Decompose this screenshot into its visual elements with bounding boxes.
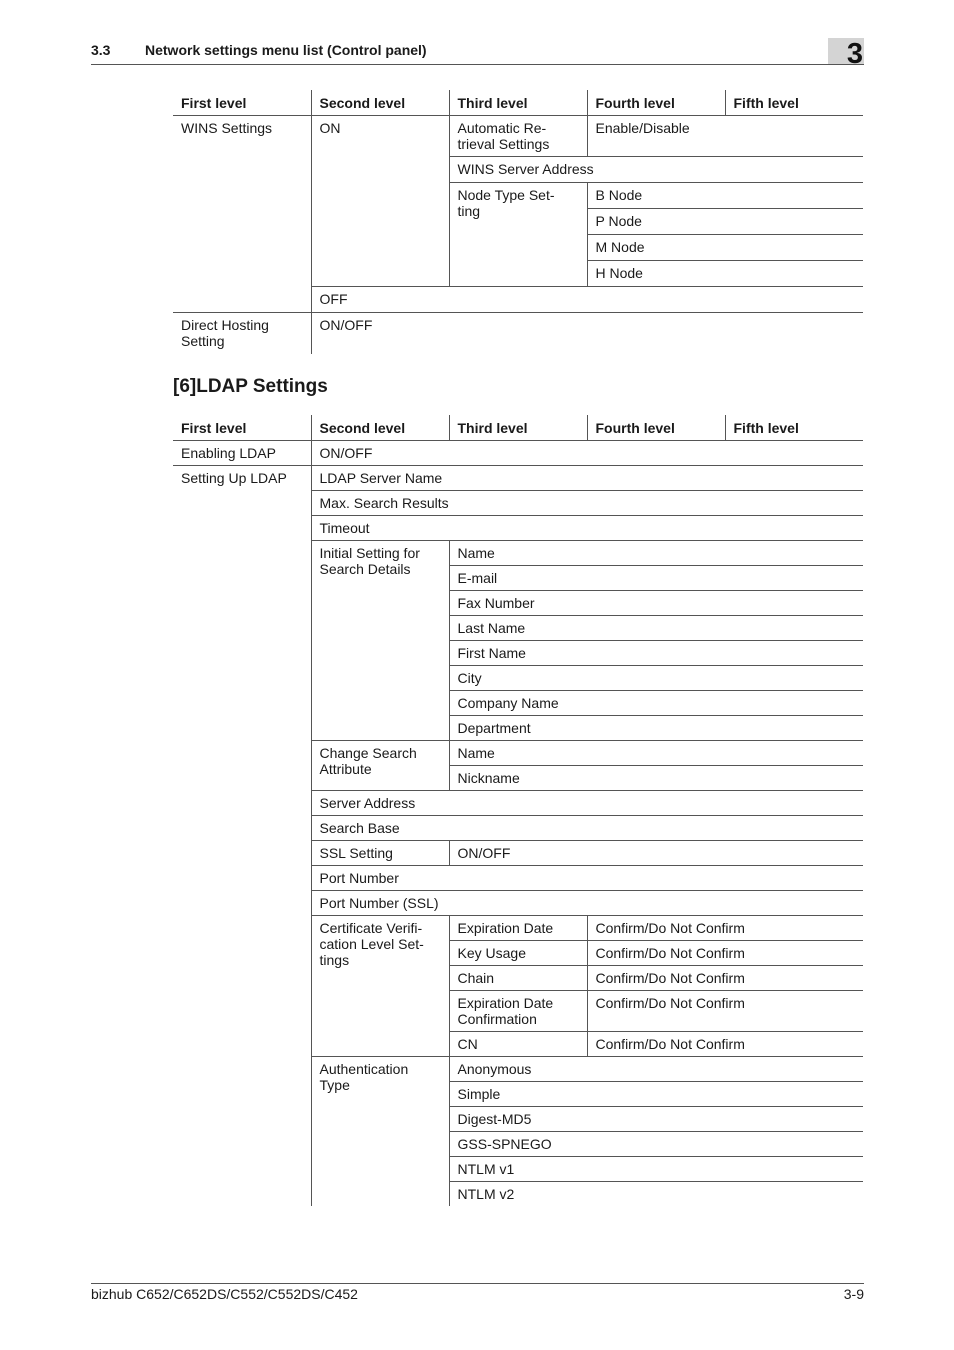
header-rule <box>91 64 864 65</box>
cell-ldap-server-name: LDAP Server Name <box>311 466 863 491</box>
table-header-row <box>173 415 863 441</box>
cell-ssl-value: ON/OFF <box>449 841 863 866</box>
cell-node-type <box>449 183 587 287</box>
table-header-row <box>173 90 863 116</box>
cell-text: Change Search Attribute <box>319 745 417 777</box>
cell-text: Expiration Date Confirmation <box>457 995 554 1027</box>
cell-enabling-value: ON/OFF <box>311 441 863 466</box>
ldap-settings-table <box>173 415 863 1206</box>
cell-text: Automatic Re- trieval Settings <box>457 120 550 152</box>
cell-cert-item: Expiration Date <box>449 916 587 941</box>
cell-text: Authentication Type <box>319 1061 409 1093</box>
cell-enabling-ldap: Enabling LDAP <box>173 441 311 466</box>
cell-timeout: Timeout <box>311 516 863 541</box>
cell-initial-item: First Name <box>449 641 863 666</box>
cell-auto-retrieval <box>449 116 587 157</box>
cell-p-node: P Node <box>587 209 863 235</box>
cell-cert-value: Confirm/Do Not Confirm <box>587 916 863 941</box>
chapter-number: 3 <box>846 38 863 70</box>
cell-max-search-results: Max. Search Results <box>311 491 863 516</box>
cell-initial-item: Department <box>449 716 863 741</box>
cell-cert-value: Confirm/Do Not Confirm <box>587 966 863 991</box>
col-third-level: Third level <box>449 415 587 441</box>
cell-initial-item: Company Name <box>449 691 863 716</box>
cell-off: OFF <box>311 287 863 313</box>
cell-auth-item: NTLM v2 <box>449 1182 863 1207</box>
cell-setting-up-ldap: Setting Up LDAP <box>181 470 287 486</box>
table-row <box>173 466 863 491</box>
cell-authentication-type <box>311 1057 449 1207</box>
cell-cert-value: Confirm/Do Not Confirm <box>587 941 863 966</box>
cell-cert-item: Key Usage <box>449 941 587 966</box>
chapter-badge <box>828 38 864 70</box>
cell-initial-item: E-mail <box>449 566 863 591</box>
cell-initial-item: City <box>449 666 863 691</box>
table-row <box>173 313 863 354</box>
cell-wins-settings: WINS Settings <box>173 116 311 313</box>
col-first-level: First level <box>173 90 311 116</box>
col-second-level: Second level <box>311 90 449 116</box>
cell-on: ON <box>311 116 449 287</box>
cell-ssl-setting: SSL Setting <box>311 841 449 866</box>
footer-rule <box>91 1283 864 1284</box>
cell-change-item: Name <box>449 741 863 766</box>
section-number: 3.3 <box>91 42 111 58</box>
page-header <box>91 0 864 70</box>
cell-enable-disable: Enable/Disable <box>587 116 863 157</box>
ldap-section-title: [6]LDAP Settings <box>173 376 328 397</box>
cell-auth-item: Simple <box>449 1082 863 1107</box>
footer-model: bizhub C652/C652DS/C552/C552DS/C452 <box>91 1286 358 1302</box>
cell-text: Initial Setting for Search Details <box>319 545 420 577</box>
cell-port-number: Port Number <box>311 866 863 891</box>
cell-search-base: Search Base <box>311 816 863 841</box>
cell-auth-item: NTLM v1 <box>449 1157 863 1182</box>
cell-initial-setting <box>311 541 449 741</box>
section-title: Network settings menu list (Control panel) <box>145 42 427 58</box>
cell-text: Certificate Verifi- cation Level Set- tings <box>319 920 424 968</box>
col-fifth-level: Fifth level <box>725 415 863 441</box>
cell-auth-item: Anonymous <box>449 1057 863 1082</box>
cell-auth-item: GSS-SPNEGO <box>449 1132 863 1157</box>
cell-m-node: M Node <box>587 235 863 261</box>
cell-text: Node Type Set- ting <box>457 187 555 219</box>
cell-cert-item: Chain <box>449 966 587 991</box>
col-fourth-level: Fourth level <box>587 90 725 116</box>
wins-settings-table <box>173 90 863 354</box>
cell-text: Direct Hosting Setting <box>181 317 269 349</box>
cell-cert-value: Confirm/Do Not Confirm <box>587 991 863 1032</box>
cell-change-item: Nickname <box>449 766 863 791</box>
cell-direct-hosting <box>173 313 311 354</box>
cell-initial-item: Last Name <box>449 616 863 641</box>
cell-h-node: H Node <box>587 261 863 287</box>
col-third-level: Third level <box>449 90 587 116</box>
cell-cert-item <box>449 991 587 1032</box>
col-second-level: Second level <box>311 415 449 441</box>
cell-auth-item: Digest-MD5 <box>449 1107 863 1132</box>
col-fourth-level: Fourth level <box>587 415 725 441</box>
cell-cert-item: CN <box>449 1032 587 1057</box>
table-row <box>173 441 863 466</box>
col-fifth-level: Fifth level <box>725 90 863 116</box>
cell-cert-value: Confirm/Do Not Confirm <box>587 1032 863 1057</box>
cell-change-attribute <box>311 741 449 791</box>
cell-initial-item: Fax Number <box>449 591 863 616</box>
cell-port-number-ssl: Port Number (SSL) <box>311 891 863 916</box>
col-first-level: First level <box>173 415 311 441</box>
cell-direct-hosting-value: ON/OFF <box>311 313 863 354</box>
footer-page-number: 3-9 <box>843 1286 864 1302</box>
cell-initial-item: Name <box>449 541 863 566</box>
cell-wins-server-address: WINS Server Address <box>449 157 863 183</box>
cell-server-address: Server Address <box>311 791 863 816</box>
table-row <box>173 116 863 157</box>
cell-b-node: B Node <box>587 183 863 209</box>
cell-certificate-level <box>311 916 449 1057</box>
